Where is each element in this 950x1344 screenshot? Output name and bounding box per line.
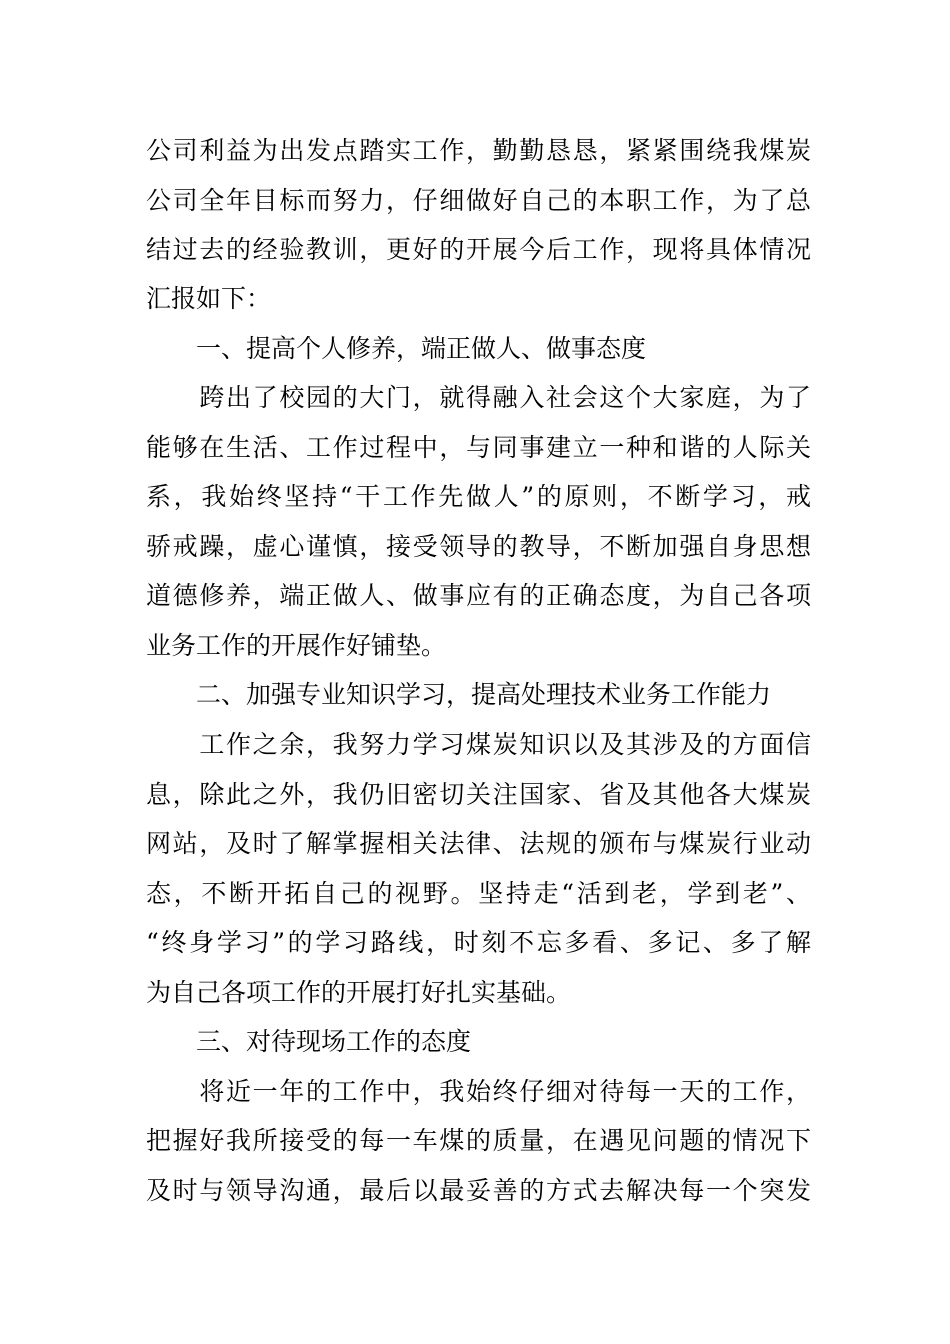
text-line: 网站，及时了解掌握相关法律、法规的颁布与煤炭行业动	[146, 829, 811, 858]
text-line: “终身学习”的学习路线，时刻不忘多看、多记、多了解	[146, 928, 811, 957]
text-line: 把握好我所接受的每一车煤的质量，在遇见问题的情况下	[146, 1126, 811, 1155]
section-heading: 一、提高个人修养，端正做人、做事态度	[146, 334, 647, 363]
text-line: 系，我始终坚持“干工作先做人”的原则，不断学习，戒	[146, 482, 811, 511]
text-line: 业务工作的开展作好铺垫。	[146, 631, 447, 660]
text-line: 结过去的经验教训，更好的开展今后工作，现将具体情况	[146, 235, 811, 264]
text-line: 公司利益为出发点踏实工作，勤勤恳恳，紧紧围绕我煤炭	[146, 136, 811, 165]
text-line: 能够在生活、工作过程中，与同事建立一种和谐的人际关	[146, 433, 811, 462]
text-line: 及时与领导沟通，最后以最妥善的方式去解决每一个突发	[146, 1176, 811, 1205]
text-line: 骄戒躁，虚心谨慎，接受领导的教导，不断加强自身思想	[146, 532, 811, 561]
section-heading: 二、加强专业知识学习，提高处理技术业务工作能力	[146, 680, 772, 709]
section-heading: 三、对待现场工作的态度	[146, 1027, 472, 1056]
text-line: 将近一年的工作中，我始终仔细对待每一天的工作，	[146, 1077, 811, 1106]
text-line: 态，不断开拓自己的视野。坚持走“活到老，学到老”、	[146, 879, 811, 908]
text-line: 工作之余，我努力学习煤炭知识以及其涉及的方面信	[146, 730, 811, 759]
text-line: 跨出了校园的大门，就得融入社会这个大家庭，为了	[146, 383, 811, 412]
text-line: 汇报如下：	[146, 284, 272, 313]
text-line: 息，除此之外，我仍旧密切关注国家、省及其他各大煤炭	[146, 780, 811, 809]
text-line: 公司全年目标而努力，仔细做好自己的本职工作，为了总	[146, 186, 811, 215]
text-line: 为自己各项工作的开展打好扎实基础。	[146, 978, 572, 1007]
text-line: 道德修养，端正做人、做事应有的正确态度，为自己各项	[146, 581, 811, 610]
